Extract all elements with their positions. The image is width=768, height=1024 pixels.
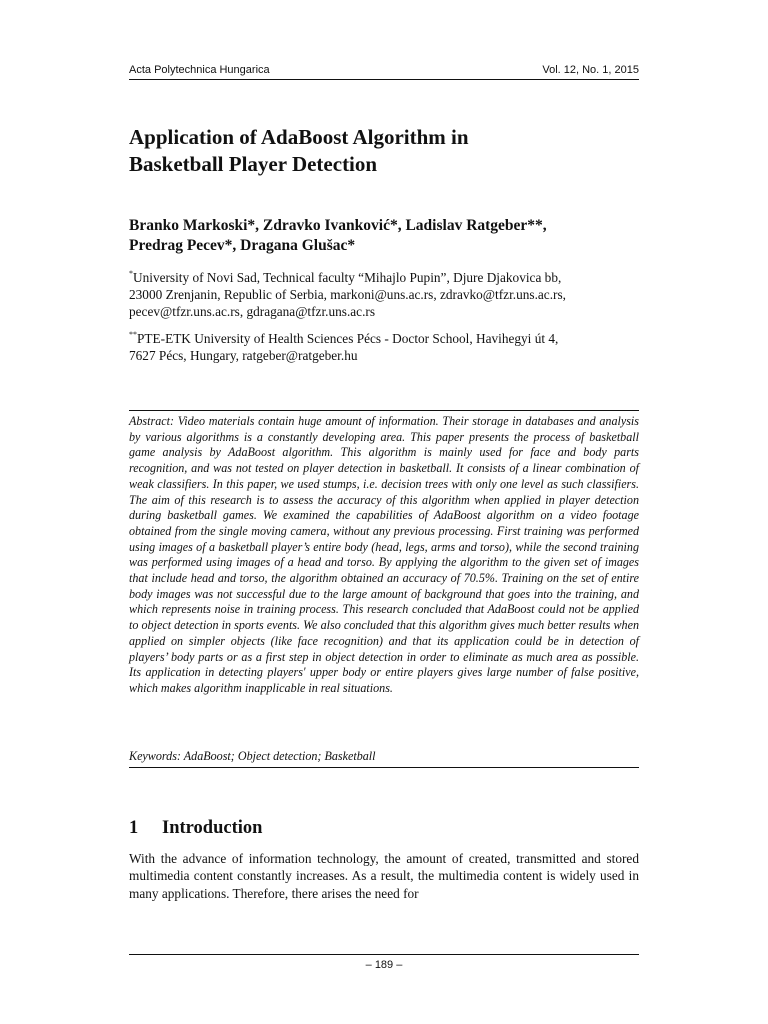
affiliation-2 — [129, 330, 639, 364]
affiliation-1-marker: * — [129, 269, 133, 278]
footer-rule — [129, 954, 639, 955]
affiliation-2-marker: ** — [129, 330, 137, 339]
author-list — [129, 216, 639, 256]
header-rule — [129, 79, 639, 80]
keywords: Keywords: AdaBoost; Object detection; Basketball — [129, 749, 376, 763]
abstract-bottom-rule — [129, 767, 639, 768]
affiliation-1 — [129, 269, 639, 320]
paper-title — [129, 124, 639, 178]
abstract-top-rule — [129, 410, 639, 411]
section-title: Introduction — [162, 818, 263, 838]
section-number: 1 — [129, 818, 139, 838]
affiliation-1-line-2: 23000 Zrenjanin, Republic of Serbia, markoni@uns.ac.rs, zdravko@tfzr.uns.ac.rs, — [129, 287, 566, 302]
paper-title-line-1: Application of AdaBoost Algorithm in — [129, 125, 469, 149]
affiliation-2-line-1: PTE-ETK University of Health Sciences Pécs - Doctor School, Havihegyi út 4, — [137, 331, 559, 346]
section-body-text: With the advance of information technology, the amount of created, transmitted and stored multimedia content constantly increases. As a result, the multimedia content is widely used in many applications. Therefore, there arises the need for — [129, 851, 639, 901]
journal-name: Acta Polytechnica Hungarica — [129, 64, 270, 76]
section-heading — [129, 816, 639, 840]
page-number: – 189 – — [365, 959, 403, 971]
journal-volume: Vol. 12, No. 1, 2015 — [542, 64, 639, 76]
abstract-text: Abstract: Video materials contain huge amount of information. Their storage in databases and analysis by various algorithms is a constantly developing area. This paper presents the process of basketball game analysis by AdaBoost algorithm. This algorithm is mainly used for face and body parts recognition, and was not tested on player detection in basketball. It consists of a linear combination of weak classifiers. In this paper, we used stumps, i.e. decision trees with only one level as such classifiers. The aim of this research is to assess the accuracy of this algorithm when applied in player detection during basketball games. We examined the capabilities of AdaBoost algorithm on a video footage obtained from the single moving camera, without any previous processing. First training was performed using images of a basketball player’s entire body (head, legs, arms and torso), while the second training was performed using images of a head and torso. By applying the algorithm to the given set of images that include head and torso, the algorithm obtained an accuracy of 70.5%. Training on the set of entire body images was not successful due to the large amount of background that goes into the training, and which represents noise in training process. This research concluded that AdaBoost could not be applied to object detection in sports events. We also concluded that this algorithm gives much better results when applied on simpler objects (like face recognition) and that its application could be in detection of players’ body parts or as a first step in object detection in order to eliminate as much area as possible. Its application in detecting players' upper body or entire players gives large number of false positive, which makes algorithm inapplicable in real situations. — [129, 414, 639, 695]
affiliation-1-line-3: pecev@tfzr.uns.ac.rs, gdragana@tfzr.uns.ac.rs — [129, 304, 376, 319]
affiliation-1-line-1: University of Novi Sad, Technical faculty “Mihajlo Pupin”, Djure Djakovica bb, — [133, 270, 562, 285]
paper-title-line-2: Basketball Player Detection — [129, 152, 378, 176]
affiliation-2-line-2: 7627 Pécs, Hungary, ratgeber@ratgeber.hu — [129, 348, 358, 363]
author-list-line-2: Predrag Pecev*, Dragana Glušac* — [129, 237, 356, 254]
author-list-line-1: Branko Markoski*, Zdravko Ivanković*, Ladislav Ratgeber**, — [129, 217, 547, 234]
